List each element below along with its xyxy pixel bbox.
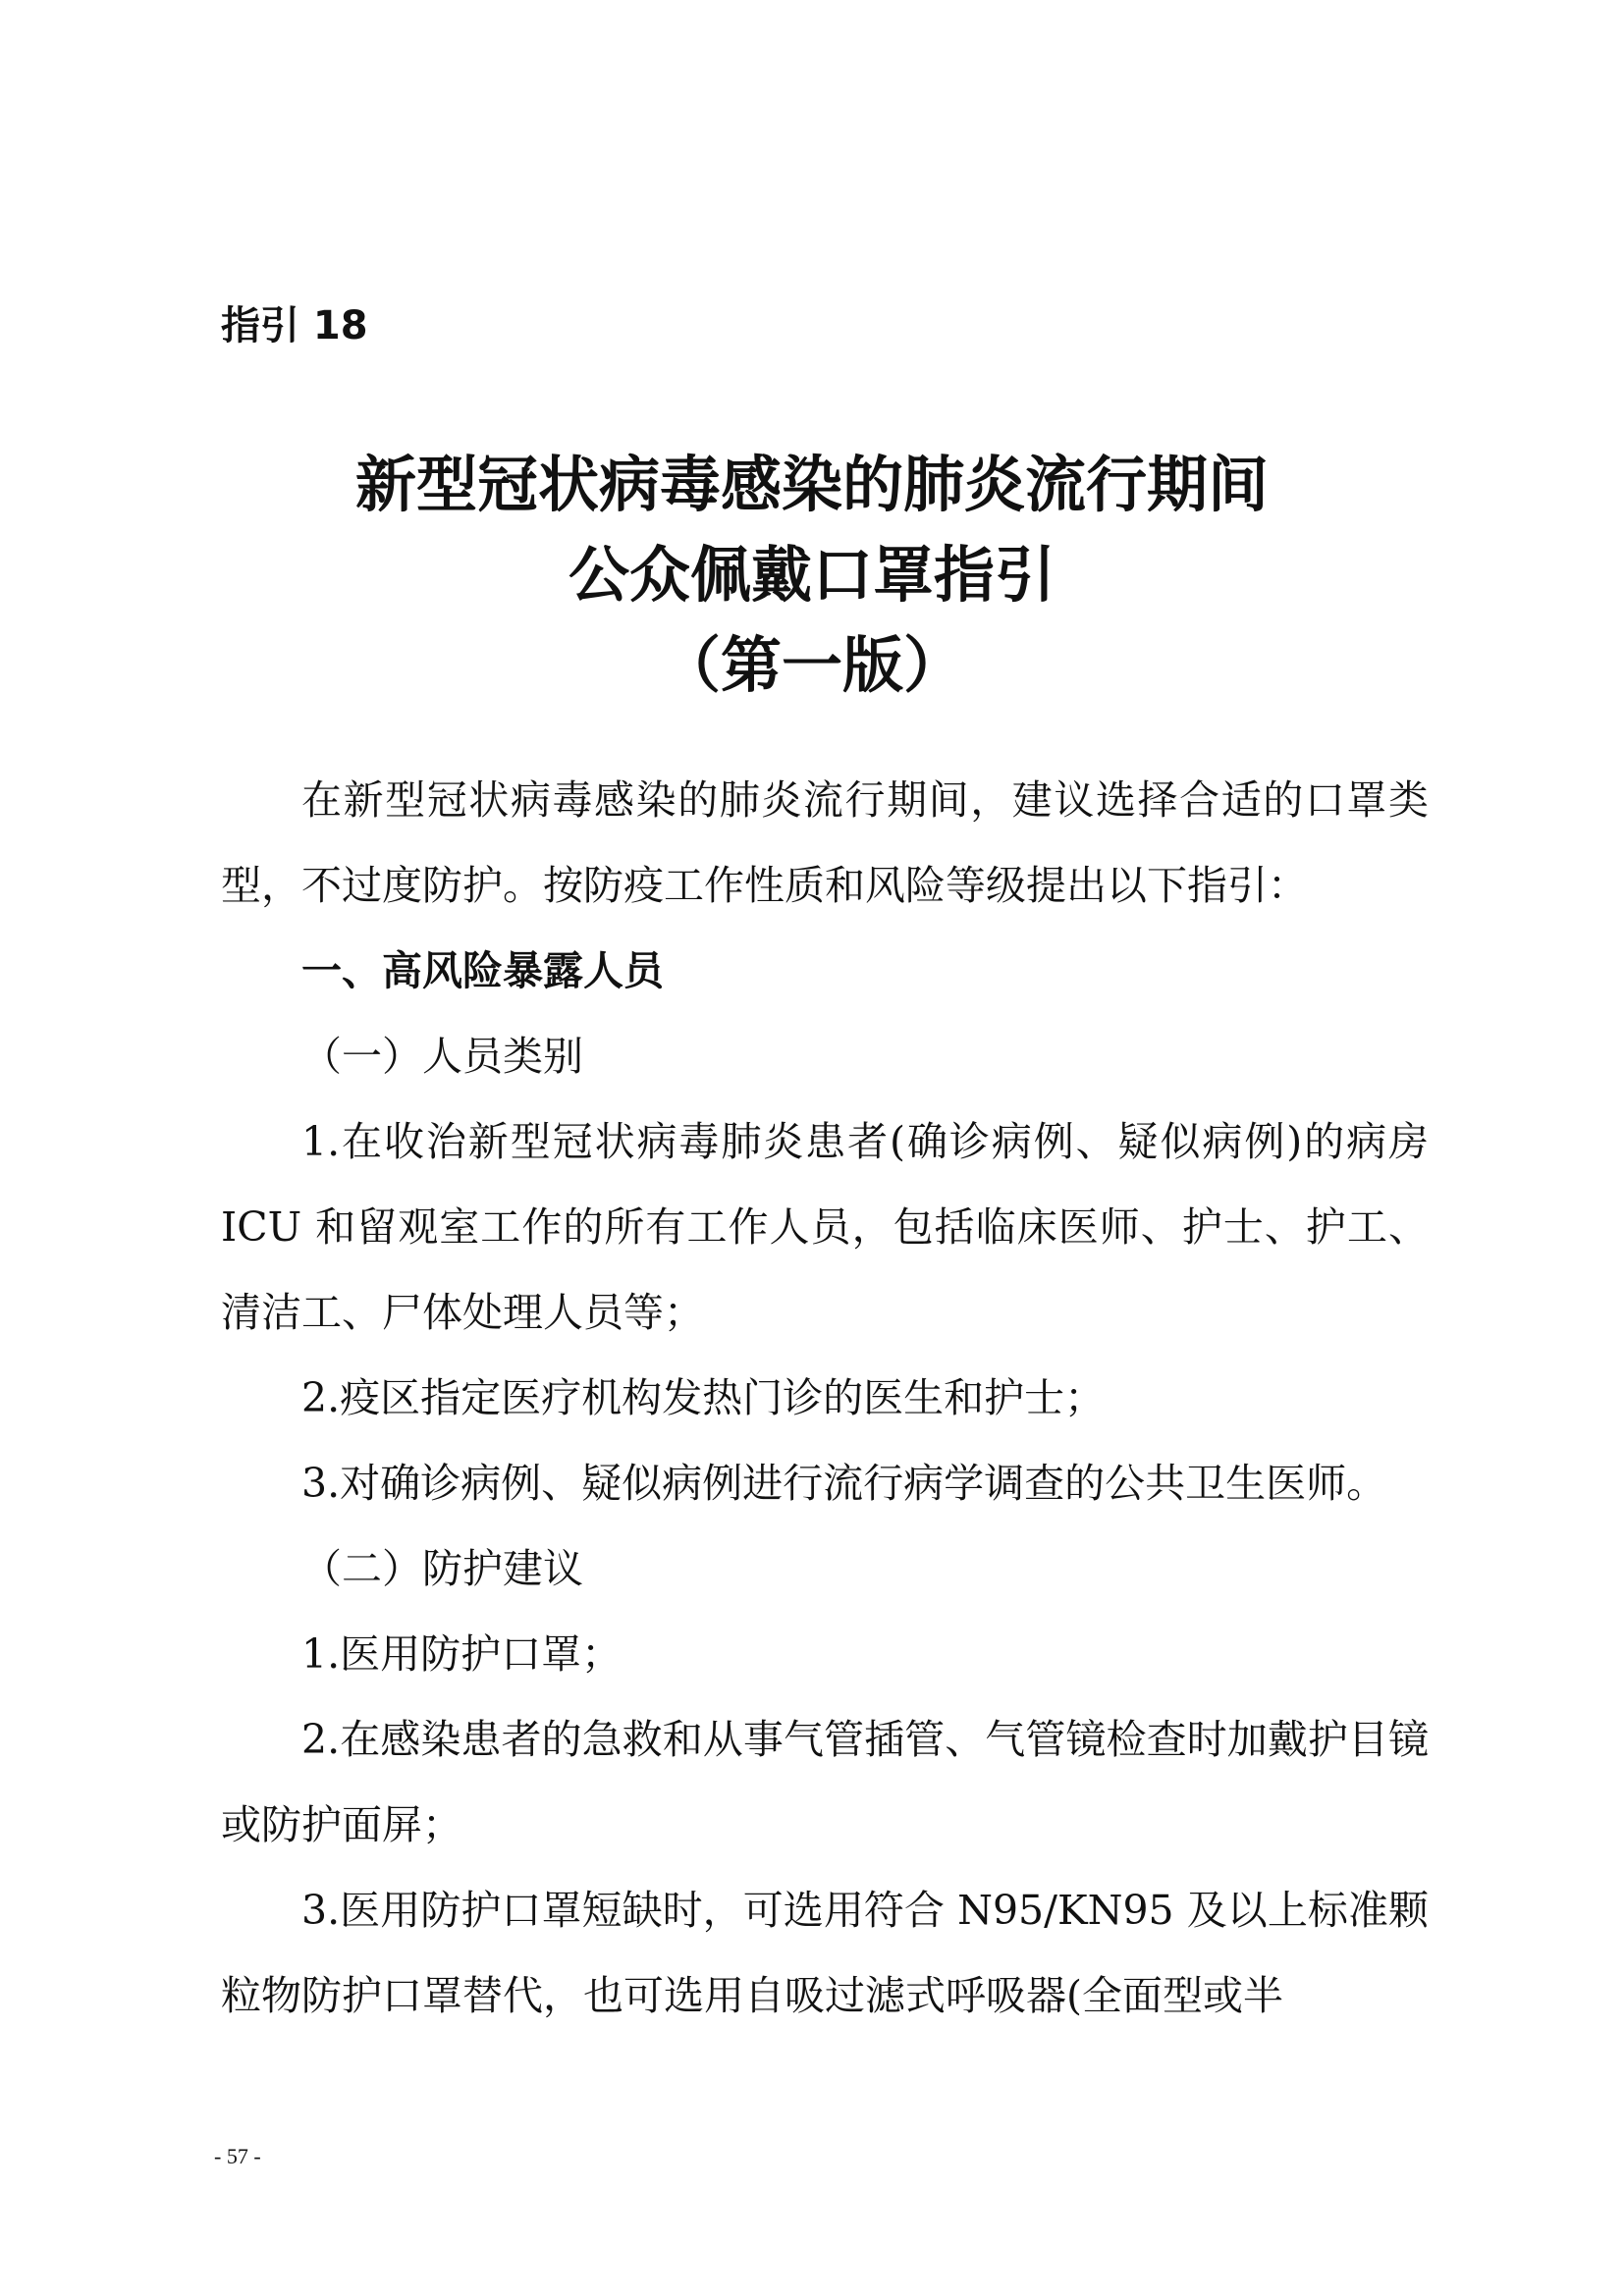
intro-paragraph: 在新型冠状病毒感染的肺炎流行期间，建议选择合适的口罩类型，不过度防护。按防疫工作性质和风险等级提出以下指引： — [221, 776, 1429, 909]
guideline-label: 指引 18 — [221, 303, 368, 348]
list-item: 1.医用防护口罩； — [301, 1630, 623, 1678]
document-title — [196, 440, 1428, 711]
list-item: 2.在感染患者的急救和从事气管插管、气管镜检查时加戴护目镜或防护面屏； — [221, 1716, 1429, 1848]
title-line-1: 新型冠状病毒感染的肺炎流行期间 — [354, 449, 1269, 520]
page-number: - 57 - — [214, 2144, 261, 2168]
subsection-heading-protection: （二）防护建议 — [301, 1545, 583, 1592]
section-heading-high-risk: 一、高风险暴露人员 — [301, 947, 664, 994]
list-item: 3.医用防护口罩短缺时，可选用符合 N95/KN95 及以上标准颗粒物防护口罩替代，也可选用自吸过滤式呼吸器(全面型或半 — [221, 1887, 1429, 2019]
document-body — [221, 758, 1429, 2039]
list-item: 3.对确诊病例、疑似病例进行流行病学调查的公共卫生医师。 — [301, 1460, 1387, 1507]
subsection-heading-personnel: （一）人员类别 — [301, 1033, 583, 1080]
list-item: 1.在收治新型冠状病毒肺炎患者(确诊病例、疑似病例)的病房 ICU 和留观室工作的所有工作人员，包括临床医师、护士、护工、清洁工、尸体处理人员等； — [221, 1118, 1429, 1336]
title-line-2: 公众佩戴口罩指引 — [568, 539, 1056, 611]
list-item: 2.疫区指定医疗机构发热门诊的医生和护士； — [301, 1374, 1106, 1421]
title-line-3: （第一版） — [659, 629, 964, 701]
